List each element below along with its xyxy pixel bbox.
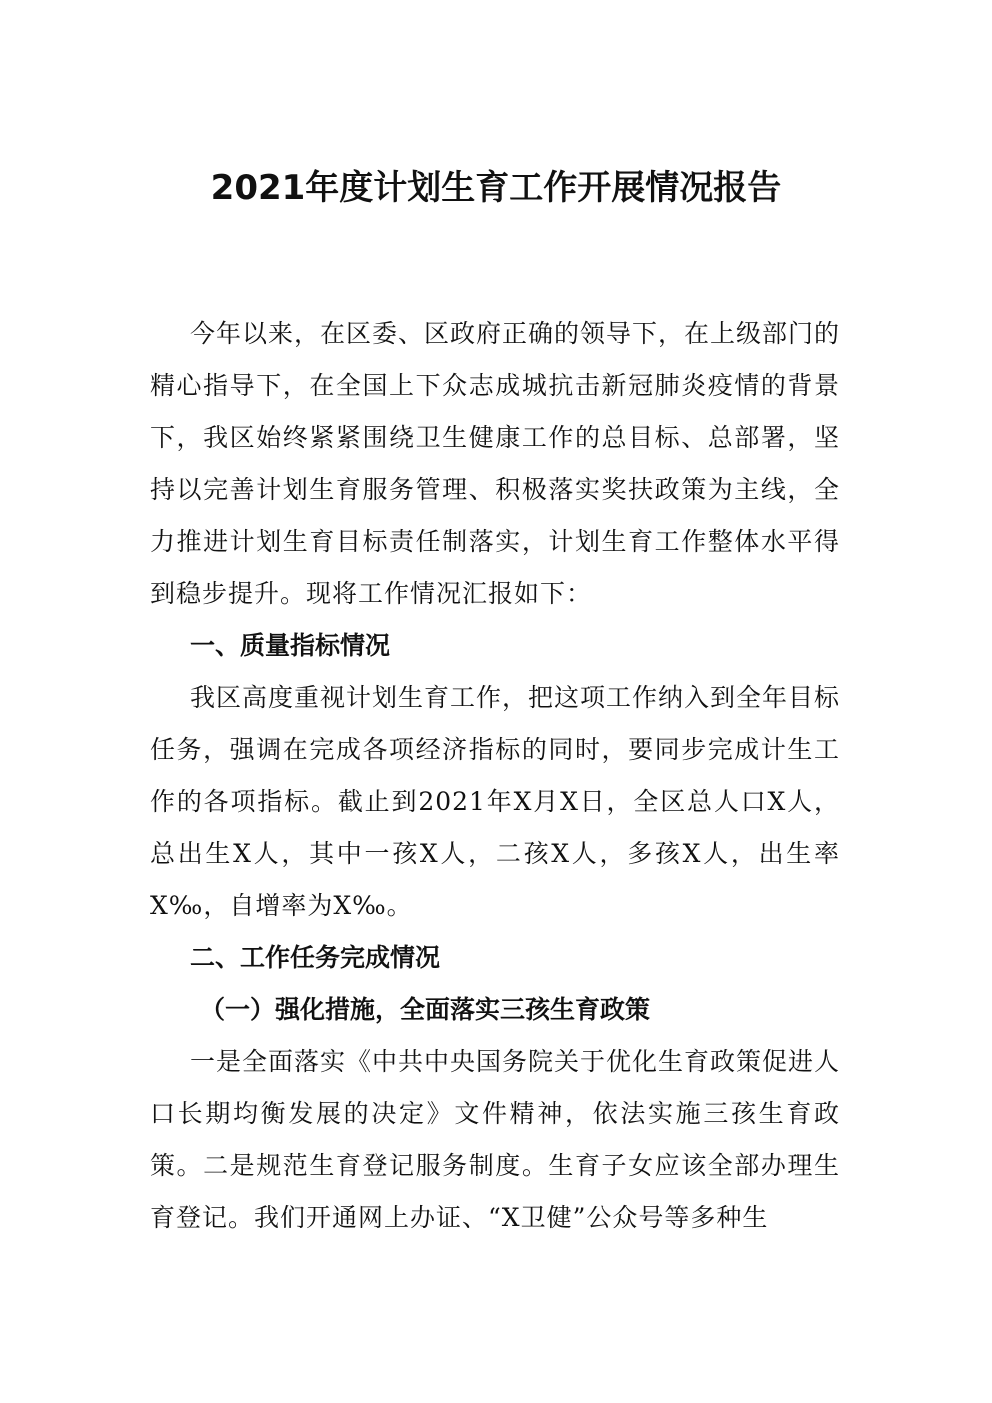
- subsection-heading-policy: （一）强化措施，全面落实三孩生育政策: [200, 995, 651, 1024]
- policy-paragraph: 一是全面落实《中共中央国务院关于优化生育政策促进人口长期均衡发展的决定》文件精神，依法实施三孩生育政策。二是规范生育登记服务制度。生育子女应该全部办理生育登记。我们开通网上办证、“X卫健”公众号等多种生: [150, 1047, 841, 1232]
- intro-paragraph: 今年以来，在区委、区政府正确的领导下，在上级部门的精心指导下，在全国上下众志成城抗击新冠肺炎疫情的背景下，我区始终紧紧围绕卫生健康工作的总目标、总部署，坚持以完善计划生育服务管理、积极落实奖扶政策为主线，全力推进计划生育目标责任制落实，计划生育工作整体水平得到稳步提升。现将工作情况汇报如下：: [150, 319, 841, 608]
- section-heading-quality: 一、质量指标情况: [190, 631, 391, 660]
- section-heading-tasks: 二、工作任务完成情况: [190, 943, 441, 972]
- quality-paragraph: 我区高度重视计划生育工作，把这项工作纳入到全年目标任务，强调在完成各项经济指标的同时，要同步完成计生工作的各项指标。截止到2021年X月X日，全区总人口X人，总出生X人，其中一孩X人，二孩X人，多孩X人，出生率X‰，自增率为X‰。: [150, 683, 841, 920]
- document-title: 2021年度计划生育工作开展情况报告: [210, 168, 782, 208]
